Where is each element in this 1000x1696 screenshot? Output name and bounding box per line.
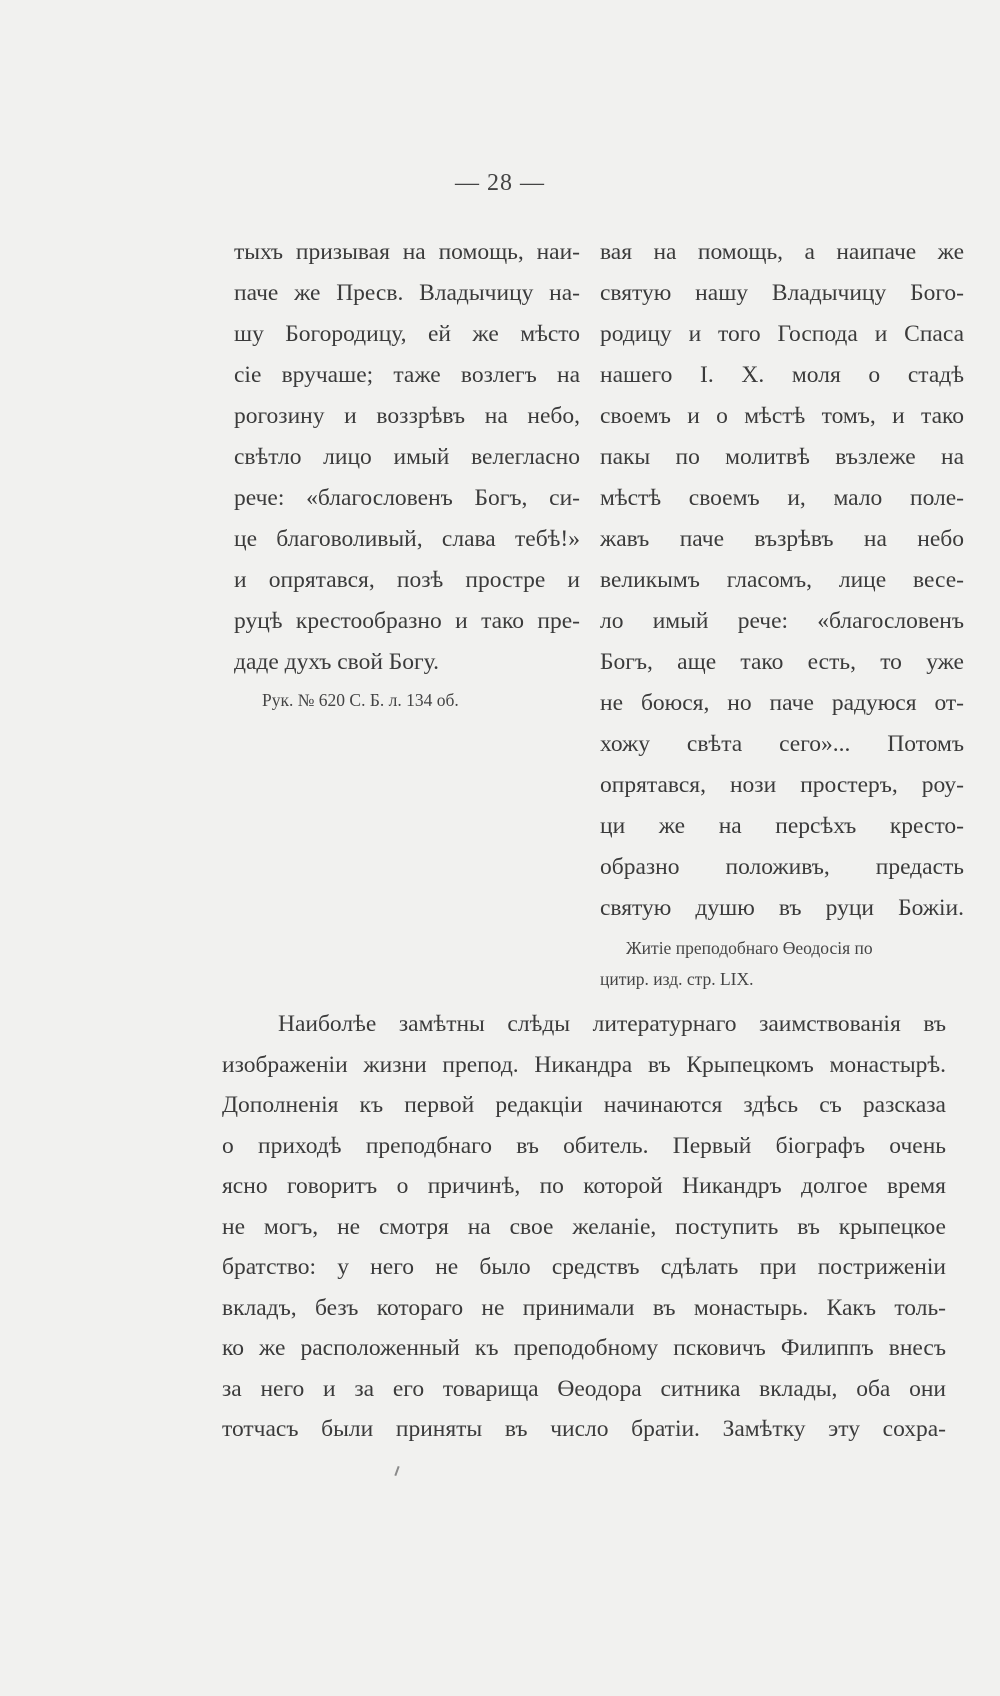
left-column-line: сіе вручаше; таже возлегъ на: [234, 362, 580, 388]
left-column-line: шу Богородицу, ей же мѣсто: [234, 321, 580, 347]
right-column-line: святую нашу Владычицу Бого-: [600, 280, 964, 306]
body-line: ясно говоритъ о причинѣ, по которой Никандръ долгое время: [222, 1173, 946, 1199]
right-column-line: пакы по молитвѣ възлеже на: [600, 444, 964, 470]
left-column-line: рогозину и воззрѣвъ на небо,: [234, 403, 580, 429]
body-paragraph: [222, 1004, 946, 1450]
right-column-line: ци же на персѣхъ кресто-: [600, 813, 964, 839]
page-number: — 28 —: [455, 170, 545, 196]
left-column-line: свѣтло лицо имый велегласно: [234, 444, 580, 470]
right-column-line: Богъ, аще тако есть, то уже: [600, 649, 964, 675]
right-column-line: вая на помощь, а наипаче же: [600, 239, 964, 265]
right-column-line: образно положивъ, предасть: [600, 854, 964, 880]
right-column-line: нашего І. Х. моля о стадѣ: [600, 362, 964, 388]
body-line: изображеніи жизни препод. Никандра въ Крыпецкомъ монастырѣ.: [222, 1051, 946, 1078]
right-column-line: святую душю въ руци Божіи.: [600, 895, 964, 921]
right-column-line: хожу свѣта сего»... Потомъ: [600, 731, 964, 757]
left-column-line: руцѣ крестообразно и тако пре-: [234, 608, 580, 634]
right-column-line: великымъ гласомъ, лице весе-: [600, 567, 964, 593]
body-line: Дополненія къ первой редакціи начинаются здѣсь съ разсказа: [222, 1092, 946, 1118]
right-column-line: мѣстѣ своемъ и, мало поле-: [600, 485, 964, 511]
left-column-source-citation: Рук. № 620 С. Б. л. 134 об.: [262, 690, 459, 710]
left-column-quote: [234, 232, 580, 716]
body-line: о приходѣ преподбнаго въ обитель. Первый біографъ очень: [222, 1132, 946, 1159]
body-line: Наиболѣе замѣтны слѣды литературнаго заимствованія въ: [278, 1011, 946, 1037]
left-column-line: рече: «благословенъ Богъ, си-: [234, 485, 580, 511]
right-column-quote: [600, 232, 964, 995]
left-column-line: даде духъ свой Богу.: [234, 649, 439, 675]
right-column-line: жавъ паче възрѣвъ на небо: [600, 526, 964, 552]
left-column-line: и опрятався, позѣ простре и: [234, 567, 580, 593]
body-line: за него и за его товарища Өеодора ситника вклады, оба они: [222, 1375, 946, 1402]
ink-mark: [394, 1466, 399, 1476]
right-column-line: родицу и того Господа и Спаса: [600, 321, 964, 347]
body-line: тотчасъ были приняты въ число братіи. Замѣтку эту сохра-: [222, 1416, 946, 1442]
right-column-line: опрятався, нози простеръ, роу-: [600, 772, 964, 798]
right-column-source-citation: цитир. изд. стр. LIX.: [600, 969, 754, 989]
right-column-line: своемъ и о мѣстѣ томъ, и тако: [600, 403, 964, 429]
body-line: ко же расположенный къ преподобному псковичъ Филиппъ внесъ: [222, 1335, 946, 1361]
left-column-line: це благоволивый, слава тебѣ!»: [234, 526, 580, 552]
right-column-line: ло имый рече: «благословенъ: [600, 608, 964, 634]
left-column-line: тыхъ призывая на помощь, наи-: [234, 239, 580, 265]
right-column-source-citation: Житіе преподобнаго Өеодосія по: [626, 938, 873, 958]
left-column-line: паче же Пресв. Владычицу на-: [234, 280, 580, 306]
body-line: вкладъ, безъ котораго не принимали въ монастырь. Какъ толь-: [222, 1294, 946, 1321]
body-line: братство: у него не было средствъ сдѣлать при постриженіи: [222, 1254, 946, 1280]
right-column-line: не боюся, но паче радуюся от-: [600, 690, 964, 716]
body-line: не могъ, не смотря на свое желаніе, поступить въ крыпецкое: [222, 1213, 946, 1240]
